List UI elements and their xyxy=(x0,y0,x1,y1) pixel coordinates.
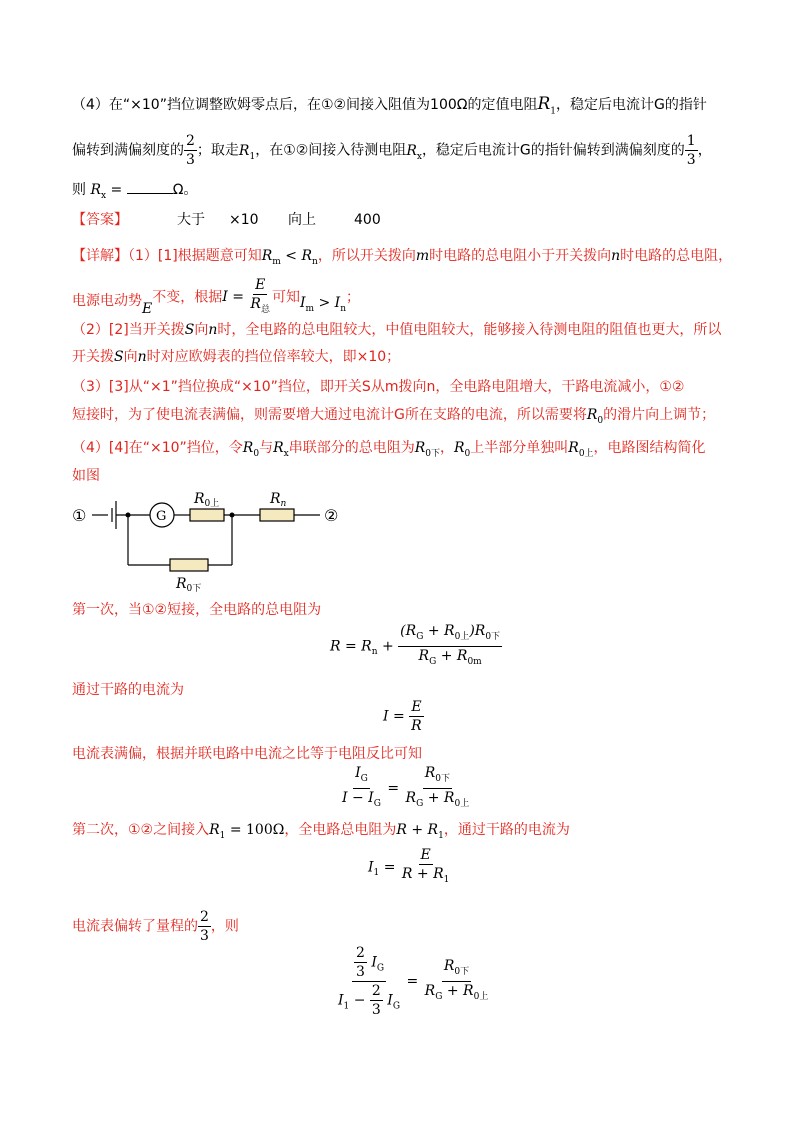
equation-current-ratio: $\frac{I_G}{I - I_G}$ = $\frac{R_{0下}}{R_G + R_{0上}}$ xyxy=(342,765,470,809)
solution-line-5: 电流表偏转了量程的 $\frac{2}{3}$ ，则 xyxy=(72,909,239,944)
math-m: m xyxy=(415,248,430,264)
equation-current: I = $\frac{E}{R}$ xyxy=(383,699,422,734)
math-R1: $R_1$ xyxy=(238,142,256,162)
math-ohm-law: I = $\frac{E}{R_总}$ xyxy=(222,277,270,315)
math-R0: $R_0$ xyxy=(453,440,471,459)
fraction-2-3: $\frac{2}{3}$ xyxy=(186,133,195,168)
circuit-diagram xyxy=(70,488,360,593)
math-R1-eq-100: $R_1 = 100\Omega$ xyxy=(209,822,285,841)
detail-line-3: （2）[2]当开关拨S向n时，全电路的总电阻较大，中值电阻较大，能够接入待测电阻的阻值也更大，所以 xyxy=(72,322,722,338)
answer-3: 向上 xyxy=(288,212,316,228)
node-1-label: ① xyxy=(72,506,87,525)
resistor-rn-label: $R_n$ xyxy=(270,491,287,509)
math-n: n xyxy=(137,349,147,365)
equation-total-resistance: $R = R_n$ + $\frac{(R_G + R_{0上})R_{0下}}{R_G + R_{0m}}$ xyxy=(330,623,501,667)
math-Rm-lt-Rn: $R_m < R_n$ xyxy=(261,248,318,267)
detail-line-5: （3）[3]从“×1”挡位换成“×10”挡位，即开关S从m拨向n，全电路电阻增大，干路电流减小，①② xyxy=(72,379,685,395)
math-n: n xyxy=(611,248,621,264)
q4-line-2: 偏转到满偏刻度的 $\frac{2}{3}$ ；取走$R_1$，在①②间接入待测电阻$R_x$，稳定后电流计G的指针偏转到满偏刻度的 $\frac{1}{3}$ ， xyxy=(72,133,712,168)
solution-line-4: 第二次，①②之间接入$R_1 = 100\Omega$，全电路总电阻为$R + R_1$，通过干路的电流为 xyxy=(72,822,570,841)
q4-line-3: 则 $R_x = \Omega$。 xyxy=(72,182,198,201)
answer-2: ×10 xyxy=(229,212,259,228)
math-Rx-eq: $R_x$ = xyxy=(90,182,123,201)
solution-line-3: 电流表满偏，根据并联电路中电流之比等于电阻反比可知 xyxy=(72,746,422,762)
q4-line-1: （4）在“×10”挡位调整欧姆零点后，在①②间接入阻值为100Ω的定值电阻$R_1$，稳定后电流计G的指针 xyxy=(72,94,707,117)
detail-line-6: 短接时，为了使电流表满偏，则需要增大通过电流计G所在支路的电流，所以需要将$R_0$的滑片向上调节； xyxy=(72,407,716,426)
math-Rx: $R_x$ xyxy=(273,440,289,459)
resistor-r0-top-label: $R_{0上}$ xyxy=(194,491,220,509)
math-R0: $R_0$ xyxy=(586,407,604,426)
math-n: n xyxy=(208,322,218,338)
equation-current-2: $I_1$ = $\frac{E}{R + R_1}$ xyxy=(368,847,450,885)
math-R0down: $R_{0下}$ xyxy=(414,440,440,459)
detail-line-2: 电源电动势E不变，根据I = $\frac{E}{R_总}$ 可知$I_m > I_n$； xyxy=(72,277,361,318)
math-R0: $R_0$ xyxy=(242,440,260,459)
math-S: S xyxy=(114,349,124,365)
galvanometer-label: G xyxy=(156,509,167,524)
math-Im-gt-In: $I_m > I_n$ xyxy=(299,295,347,315)
solution-line-1: 第一次，当①②短接，全电路的总电阻为 xyxy=(72,602,322,618)
fraction-1-3: $\frac{1}{3}$ xyxy=(686,133,696,168)
math-R0up: $R_{0上}$ xyxy=(568,440,594,459)
math-S: S xyxy=(184,322,195,338)
detail-line-8: 如图 xyxy=(72,468,100,484)
equation-final-ratio: $\frac{2}{3}$ $I_G$ $I_1$ − $\frac{2}{3}$ $I_G$ = $\frac{R_{0下}}{R_G + R_{0上}}$ xyxy=(338,945,489,1018)
detail-line-1: 【详解】（1）[1]根据题意可知$R_m < R_n$，所以开关拨向m时电路的总电阻小于开关拨向n时电路的总电阻， xyxy=(72,248,733,267)
math-R-plus-R1: $R + R_1$ xyxy=(396,822,444,841)
math-Rx: $R_x$ xyxy=(406,142,422,162)
answer-label: 【答案】 xyxy=(72,212,128,228)
math-E: E xyxy=(142,301,153,318)
detail-line-4: 开关拨S向n时对应欧姆表的挡位倍率较大，即×10； xyxy=(72,349,401,365)
node-2-label: ② xyxy=(324,506,339,525)
math-R1: $R_1$ xyxy=(537,94,557,117)
answer-1: 大于 xyxy=(177,212,205,228)
answer-blank xyxy=(127,181,173,194)
solution-line-2: 通过干路的电流为 xyxy=(72,682,184,698)
answer-4: 400 xyxy=(354,212,381,228)
resistor-r0-bottom-label: $R_{0下}$ xyxy=(176,576,202,593)
fraction-2-3: $\frac{2}{3}$ xyxy=(200,909,209,944)
detail-line-7: （4）[4]在“×10”挡位，令$R_0$与$R_x$串联部分的总电阻为$R_{0下}$，$R_0$上半部分单独叫$R_{0上}$，电路图结构简化 xyxy=(72,440,706,459)
